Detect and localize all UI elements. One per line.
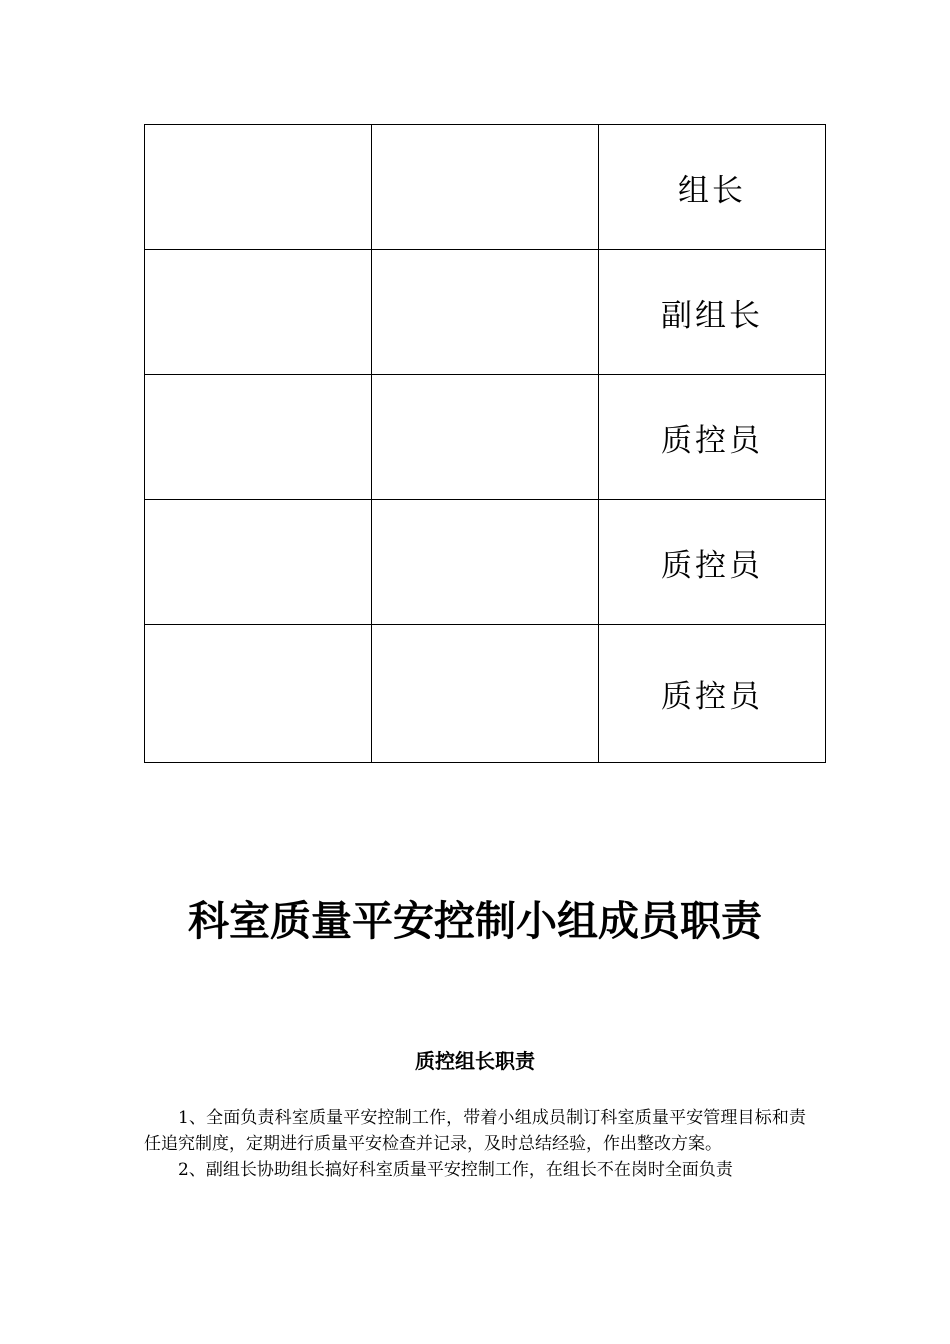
info-cell [372,500,599,625]
table-row [145,500,826,625]
page-title: 科室质量平安控制小组成员职责 [188,897,762,945]
name-cell [145,500,372,625]
members-table [144,124,826,763]
role-cell: 质控员 [599,500,826,625]
name-cell [145,125,372,250]
table-row [145,625,826,763]
info-cell [372,625,599,763]
body-text [144,1105,806,1183]
info-cell [372,125,599,250]
paragraph: 1、全面负责科室质量平安控制工作，带着小组成员制订科室质量平安管理目标和责任追究制度，定期进行质量平安检查并记录，及时总结经验，作出整改方案。 [144,1108,806,1154]
role-cell: 质控员 [599,375,826,500]
name-cell [145,250,372,375]
section-title: 质控组长职责 [415,1049,535,1073]
table-row [145,250,826,375]
role-cell: 质控员 [599,625,826,763]
table-row [145,375,826,500]
info-cell [372,375,599,500]
info-cell [372,250,599,375]
name-cell [145,625,372,763]
role-cell: 组长 [599,125,826,250]
role-cell: 副组长 [599,250,826,375]
paragraph: 2、副组长协助组长搞好科室质量平安控制工作，在组长不在岗时全面负责 [178,1160,733,1180]
name-cell [145,375,372,500]
table-row [145,125,826,250]
